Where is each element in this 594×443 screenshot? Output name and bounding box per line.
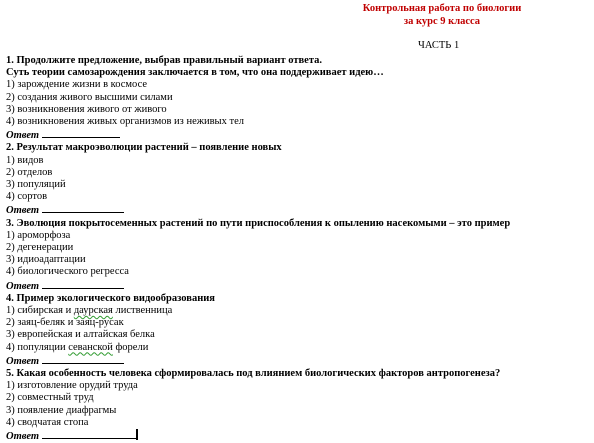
- option-text: лиственница: [112, 305, 173, 317]
- answer-blank-line: [42, 354, 124, 364]
- question-1-title: 1. Продолжите предложение, выбрав правильный вариант ответа.: [6, 55, 323, 66]
- question-2: [6, 142, 591, 217]
- title-line-2: за курс 9 класса: [403, 16, 481, 27]
- spellcheck-underlined-word: севанской: [68, 341, 113, 353]
- question-5-title: 5. Какая особенность человека сформировалась под влиянием биологических факторов антропогенеза?: [6, 368, 501, 380]
- answer-label: Ответ: [6, 431, 40, 443]
- answer-blank-line: [42, 128, 120, 138]
- answer-label: Ответ: [6, 130, 40, 142]
- text-cursor: [136, 429, 138, 440]
- question-5-option-4: 4) сводчатая стопа: [6, 416, 89, 428]
- answer-blank-line: [42, 429, 136, 439]
- answer-blank-line: [42, 203, 124, 213]
- question-3-option-4: 4) биологического регресса: [6, 266, 129, 278]
- document-body[interactable]: [6, 55, 591, 443]
- question-4-option-2: 2) заяц-беляк и заяц-русак: [6, 317, 124, 329]
- question-2-option-3: 3) популяций: [6, 179, 66, 191]
- question-1-option-3: 3) возникновения живого от живого: [6, 103, 167, 115]
- question-3-option-3: 3) идиоадаптации: [6, 254, 86, 266]
- question-4: [6, 293, 591, 368]
- question-3-title: 3. Эволюция покрытосеменных растений по пути приспособления к опылению насекомыми – это пример: [6, 217, 511, 229]
- question-5-option-2: 2) совместный труд: [6, 392, 94, 404]
- question-1-option-2: 2) создания живого высшими силами: [6, 91, 173, 103]
- answer-label: Ответ: [6, 205, 40, 217]
- option-text: 1) сибирская и: [6, 305, 74, 317]
- question-4-answer: [6, 354, 591, 368]
- question-3-option-1: 1) ароморфоза: [6, 229, 71, 241]
- question-2-answer: [6, 203, 591, 217]
- question-1: [6, 55, 591, 142]
- document-title: [352, 2, 532, 28]
- question-2-option-1: 1) видов: [6, 154, 44, 166]
- answer-blank-line: [42, 279, 124, 289]
- title-line-1: Контрольная работа по биологии: [362, 3, 522, 14]
- spellcheck-underlined-word: даурская: [73, 305, 113, 317]
- question-5-option-1: 1) изготовление орудий труда: [6, 380, 138, 392]
- question-4-option-4: [6, 342, 591, 354]
- question-5: [6, 368, 591, 443]
- question-4-option-1: [6, 305, 591, 317]
- question-1-option-1: 1) зарождение жизни в космосе: [6, 79, 148, 91]
- part-heading: ЧАСТЬ 1: [418, 40, 460, 51]
- question-3-answer: [6, 279, 591, 293]
- question-5-answer: [6, 429, 591, 443]
- question-1-subtitle: Суть теории самозарождения заключается в том, что она поддерживает идею…: [6, 67, 384, 79]
- question-5-option-3: 3) появление диафрагмы: [6, 404, 117, 416]
- question-3: [6, 218, 591, 293]
- question-4-option-3: 3) европейская и алтайская белка: [6, 329, 155, 341]
- question-1-answer: [6, 128, 591, 142]
- question-2-title: 2. Результат макроэволюции растений – появление новых: [6, 142, 282, 154]
- question-4-title: 4. Пример экологического видообразования: [6, 292, 215, 304]
- option-text: форели: [112, 341, 149, 353]
- option-text: 4) популяции: [6, 341, 69, 353]
- question-3-option-2: 2) дегенерации: [6, 242, 74, 254]
- question-2-option-2: 2) отделов: [6, 166, 53, 178]
- question-2-option-4: 4) сортов: [6, 191, 48, 203]
- answer-label: Ответ: [6, 355, 40, 367]
- question-1-option-4: 4) возникновения живых организмов из неживых тел: [6, 116, 244, 128]
- answer-label: Ответ: [6, 280, 40, 292]
